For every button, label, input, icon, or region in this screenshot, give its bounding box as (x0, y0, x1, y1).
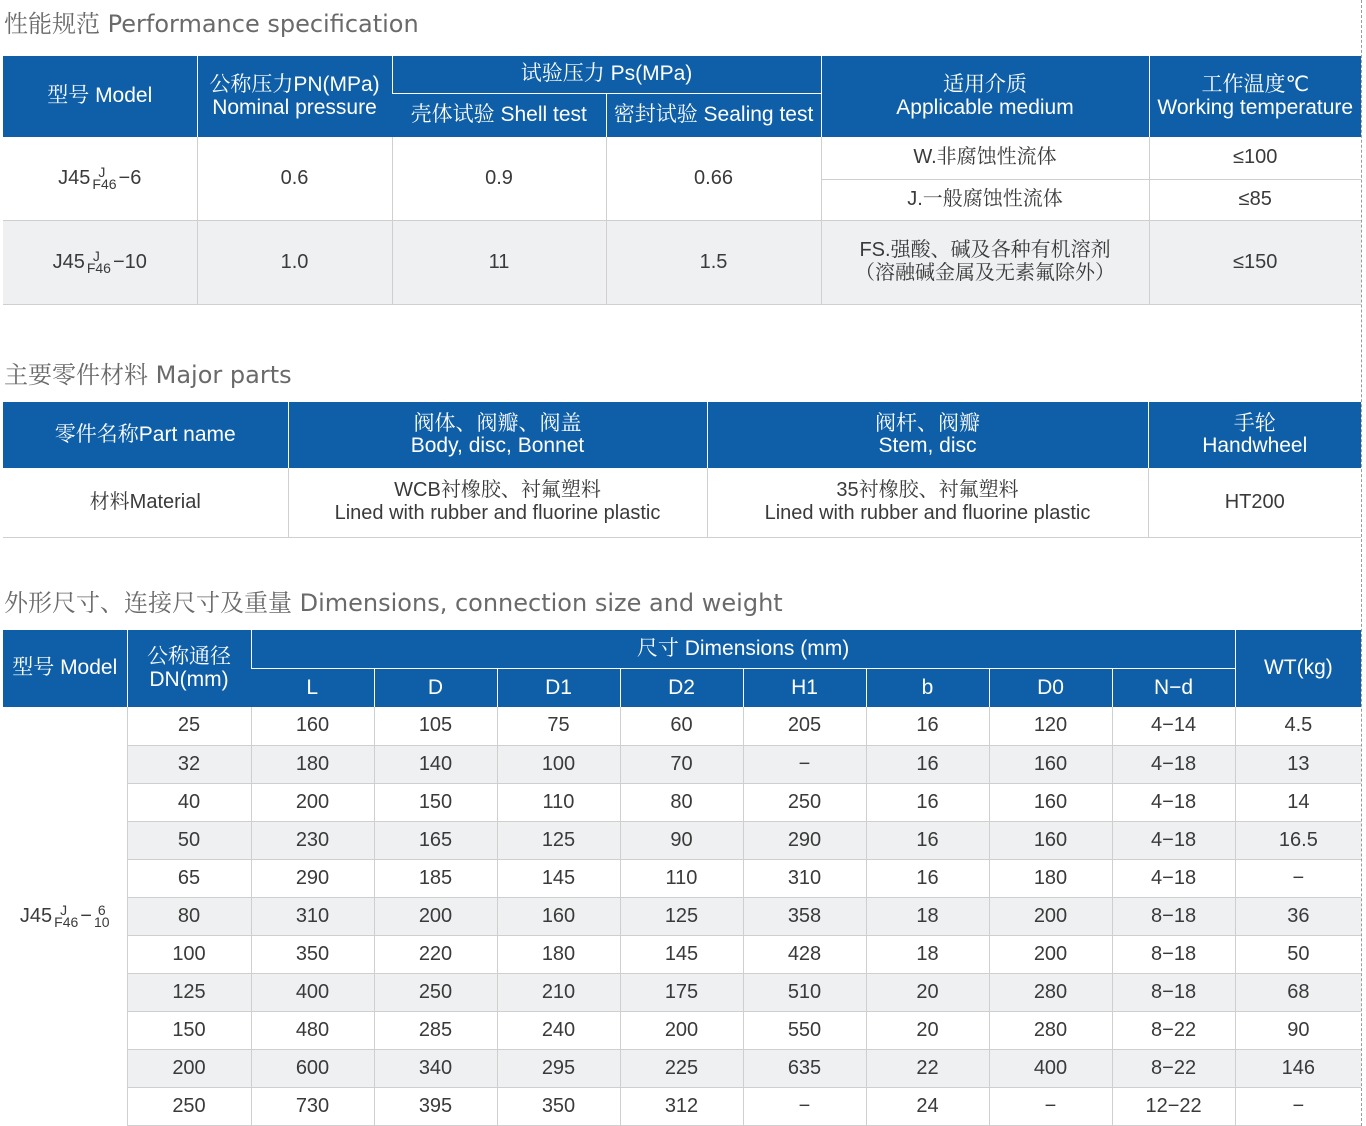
b-cell: 20 (866, 1011, 989, 1049)
header-dn-cn: 公称通径 (147, 645, 231, 669)
model-code (58, 164, 142, 193)
header-temp-cn: 工作温度℃ (1201, 73, 1310, 97)
temp-value: ≤100 (1149, 137, 1361, 179)
d2-cell: 200 (620, 1011, 743, 1049)
l-cell: 600 (251, 1049, 374, 1087)
wt-cell: 90 (1235, 1011, 1361, 1049)
nd-cell: 8−18 (1112, 973, 1235, 1011)
nd-cell: 4−18 (1112, 821, 1235, 859)
h1-cell: 635 (743, 1049, 866, 1087)
h1-cell: − (743, 1087, 866, 1125)
l-cell: 480 (251, 1011, 374, 1049)
header-col3-en: Handwheel (1202, 434, 1308, 457)
l-cell: 180 (251, 745, 374, 783)
d1-cell: 110 (497, 783, 620, 821)
d-cell: 105 (374, 707, 497, 745)
header-col1-cn: 阀体、阀瓣、阀盖 (413, 411, 582, 435)
sealing-value: 1.5 (606, 220, 821, 304)
d2-cell: 312 (620, 1087, 743, 1125)
d0-cell: 120 (989, 707, 1112, 745)
d0-cell: 200 (989, 935, 1112, 973)
model-sup: J (98, 164, 106, 181)
h1-cell: − (743, 745, 866, 783)
nd-cell: 8−22 (1112, 1011, 1235, 1049)
d2-cell: 90 (620, 821, 743, 859)
header-test-pressure: 试验压力 Ps(MPa) (392, 56, 821, 93)
d0-cell: 200 (989, 897, 1112, 935)
header-shell-test: 壳体试验 Shell test (392, 93, 606, 137)
dimensions-table (3, 630, 1361, 1126)
l-cell: 310 (251, 897, 374, 935)
header-medium-cn: 适用介质 (943, 73, 1028, 97)
model-cell (3, 137, 197, 220)
d1-cell: 210 (497, 973, 620, 1011)
header-nominal-en: Nominal pressure (212, 95, 377, 119)
l-cell: 230 (251, 821, 374, 859)
b-cell: 18 (866, 935, 989, 973)
header-part-name: 零件名称Part name (3, 402, 288, 468)
header-col1-en: Body, disc, Bonnet (410, 434, 585, 457)
d2-cell: 125 (620, 897, 743, 935)
wt-cell: − (1235, 1087, 1361, 1125)
header-dim-col: D2 (620, 668, 743, 707)
page-edge-rule (1361, 0, 1362, 1126)
header-stem-disc (707, 402, 1148, 468)
table-row (3, 707, 1361, 745)
section-title-performance: 性能规范 Performance specification (4, 10, 419, 38)
d1-cell: 145 (497, 859, 620, 897)
temp-value: ≤150 (1149, 220, 1361, 304)
wt-cell: 146 (1235, 1049, 1361, 1087)
header-col2-en: Stem, disc (878, 434, 977, 457)
d0-cell: 160 (989, 821, 1112, 859)
h1-cell: 428 (743, 935, 866, 973)
b-cell: 16 (866, 707, 989, 745)
d2-cell: 145 (620, 935, 743, 973)
d0-cell: 180 (989, 859, 1112, 897)
h1-cell: 290 (743, 821, 866, 859)
model-sub: F46 (54, 914, 79, 930)
nd-cell: 4−18 (1112, 859, 1235, 897)
nd-cell: 12−22 (1112, 1087, 1235, 1125)
d-cell: 165 (374, 821, 497, 859)
b-cell: 16 (866, 859, 989, 897)
header-body-disc-bonnet (288, 402, 707, 468)
h1-cell: 550 (743, 1011, 866, 1049)
h1-cell: 310 (743, 859, 866, 897)
model-sub: F46 (86, 260, 111, 276)
medium-value: W.非腐蚀性流体 (821, 137, 1149, 179)
d-cell: 220 (374, 935, 497, 973)
model-cell (3, 707, 127, 1125)
d-cell: 200 (374, 897, 497, 935)
header-dn-en: DN(mm) (149, 667, 229, 691)
d1-cell: 75 (497, 707, 620, 745)
b-cell: 18 (866, 897, 989, 935)
medium-line-1: FS.强酸、碱及各种有机溶剂 (859, 239, 1111, 261)
header-dim-col: L (251, 668, 374, 707)
dn-cell: 65 (127, 859, 251, 897)
b-cell: 24 (866, 1087, 989, 1125)
shell-value: 0.9 (392, 137, 606, 220)
header-model: 型号 Model (3, 56, 197, 137)
model-suffix: −6 (118, 166, 142, 189)
h1-cell: 205 (743, 707, 866, 745)
d0-cell: − (989, 1087, 1112, 1125)
b-cell: 16 (866, 783, 989, 821)
header-sealing-test: 密封试验 Sealing test (606, 93, 821, 137)
model-main: J45 (58, 166, 91, 189)
d-cell: 340 (374, 1049, 497, 1087)
medium-value (821, 220, 1149, 304)
wt-cell: 68 (1235, 973, 1361, 1011)
d0-cell: 280 (989, 1011, 1112, 1049)
d1-cell: 180 (497, 935, 620, 973)
d1-cell: 125 (497, 821, 620, 859)
nd-cell: 8−18 (1112, 935, 1235, 973)
model-sub: F46 (92, 176, 117, 193)
header-nominal-cn: 公称压力PN(MPa) (209, 73, 380, 97)
table-row (3, 1011, 1361, 1049)
nd-cell: 8−22 (1112, 1049, 1235, 1087)
header-dn (127, 630, 251, 707)
material-handwheel: HT200 (1148, 468, 1361, 537)
wt-cell: 13 (1235, 745, 1361, 783)
d0-cell: 280 (989, 973, 1112, 1011)
header-col2-cn: 阀杆、阀瓣 (875, 411, 980, 435)
header-model: 型号 Model (3, 630, 127, 707)
b-cell: 16 (866, 821, 989, 859)
section-title-dimensions: 外形尺寸、连接尺寸及重量 Dimensions, connection size and weight (4, 589, 783, 617)
wt-cell: 14 (1235, 783, 1361, 821)
model-sup-sub (54, 904, 78, 928)
dn-cell: 100 (127, 935, 251, 973)
dn-cell: 200 (127, 1049, 251, 1087)
wt-cell: − (1235, 859, 1361, 897)
model-num-bottom: 10 (93, 914, 110, 930)
header-dim-col: H1 (743, 668, 866, 707)
table-row (3, 1049, 1361, 1087)
medium-line-2: （溶融碱金属及无素氟除外） (855, 262, 1116, 284)
dn-cell: 80 (127, 897, 251, 935)
model-sup-sub (87, 250, 111, 274)
l-cell: 160 (251, 707, 374, 745)
header-dim-col: D1 (497, 668, 620, 707)
d-cell: 185 (374, 859, 497, 897)
model-code (20, 904, 110, 928)
d2-cell: 60 (620, 707, 743, 745)
material-stem-en: Lined with rubber and fluorine plastic (764, 502, 1091, 525)
h1-cell: 358 (743, 897, 866, 935)
nd-cell: 4−18 (1112, 783, 1235, 821)
d2-cell: 70 (620, 745, 743, 783)
table-row (3, 783, 1361, 821)
nd-cell: 4−14 (1112, 707, 1235, 745)
model-main: J45 (19, 904, 53, 927)
l-cell: 400 (251, 973, 374, 1011)
d0-cell: 400 (989, 1049, 1112, 1087)
header-weight: WT(kg) (1235, 630, 1361, 707)
dn-cell: 50 (127, 821, 251, 859)
l-cell: 730 (251, 1087, 374, 1125)
model-num-top: 6 (97, 902, 106, 918)
section-title-major-parts: 主要零件材料 Major parts (4, 361, 292, 389)
l-cell: 200 (251, 783, 374, 821)
major-parts-table (3, 402, 1361, 538)
h1-cell: 250 (743, 783, 866, 821)
model-code (53, 250, 147, 274)
header-dim-col: D0 (989, 668, 1112, 707)
material-body-en: Lined with rubber and fluorine plastic (334, 502, 661, 525)
wt-cell: 36 (1235, 897, 1361, 935)
header-dimensions: 尺寸 Dimensions (mm) (251, 630, 1235, 668)
model-main: J45 (52, 250, 85, 273)
material-label: 材料Material (3, 468, 288, 537)
dn-cell: 40 (127, 783, 251, 821)
table-row (3, 821, 1361, 859)
model-sup: J (60, 902, 68, 918)
nominal-value: 1.0 (197, 220, 392, 304)
b-cell: 22 (866, 1049, 989, 1087)
model-cell (3, 220, 197, 304)
header-temp-en: Working temperature (1157, 95, 1354, 119)
h1-cell: 510 (743, 973, 866, 1011)
l-cell: 350 (251, 935, 374, 973)
material-body-cn: WCB衬橡胶、衬氟塑料 (394, 479, 601, 502)
header-dim-col: N−d (1112, 668, 1235, 707)
model-suffix: −10 (112, 250, 147, 273)
d-cell: 285 (374, 1011, 497, 1049)
b-cell: 16 (866, 745, 989, 783)
d1-cell: 240 (497, 1011, 620, 1049)
table-row (3, 897, 1361, 935)
d2-cell: 110 (620, 859, 743, 897)
material-body (288, 468, 707, 537)
d-cell: 140 (374, 745, 497, 783)
nd-cell: 4−18 (1112, 745, 1235, 783)
b-cell: 20 (866, 973, 989, 1011)
model-pressure-stack (94, 904, 110, 928)
header-nominal-pressure (197, 56, 392, 137)
medium-value: J.一般腐蚀性流体 (821, 179, 1149, 220)
table-row (3, 1087, 1361, 1125)
l-cell: 290 (251, 859, 374, 897)
wt-cell: 4.5 (1235, 707, 1361, 745)
header-medium-en: Applicable medium (896, 95, 1074, 119)
temp-value: ≤85 (1149, 179, 1361, 220)
d1-cell: 160 (497, 897, 620, 935)
shell-value: 11 (392, 220, 606, 304)
d1-cell: 350 (497, 1087, 620, 1125)
model-sup: J (92, 248, 100, 264)
wt-cell: 16.5 (1235, 821, 1361, 859)
dn-cell: 25 (127, 707, 251, 745)
d1-cell: 100 (497, 745, 620, 783)
d2-cell: 80 (620, 783, 743, 821)
header-medium (821, 56, 1149, 137)
wt-cell: 50 (1235, 935, 1361, 973)
header-temperature (1149, 56, 1361, 137)
sealing-value: 0.66 (606, 137, 821, 220)
model-sup-sub (92, 164, 117, 193)
table-row (3, 935, 1361, 973)
model-dash: − (80, 904, 92, 927)
header-col3-cn: 手轮 (1233, 411, 1276, 435)
d0-cell: 160 (989, 745, 1112, 783)
header-handwheel (1148, 402, 1361, 468)
d2-cell: 225 (620, 1049, 743, 1087)
dn-cell: 125 (127, 973, 251, 1011)
d0-cell: 160 (989, 783, 1112, 821)
d1-cell: 295 (497, 1049, 620, 1087)
header-dim-col: b (866, 668, 989, 707)
d-cell: 250 (374, 973, 497, 1011)
nominal-value: 0.6 (197, 137, 392, 220)
dn-cell: 250 (127, 1087, 251, 1125)
performance-table (3, 56, 1361, 305)
dn-cell: 32 (127, 745, 251, 783)
material-stem (707, 468, 1148, 537)
table-row (3, 973, 1361, 1011)
d-cell: 150 (374, 783, 497, 821)
material-stem-cn: 35衬橡胶、衬氟塑料 (836, 479, 1019, 502)
header-dim-col: D (374, 668, 497, 707)
d2-cell: 175 (620, 973, 743, 1011)
dn-cell: 150 (127, 1011, 251, 1049)
d-cell: 395 (374, 1087, 497, 1125)
table-row (3, 859, 1361, 897)
nd-cell: 8−18 (1112, 897, 1235, 935)
table-row (3, 745, 1361, 783)
